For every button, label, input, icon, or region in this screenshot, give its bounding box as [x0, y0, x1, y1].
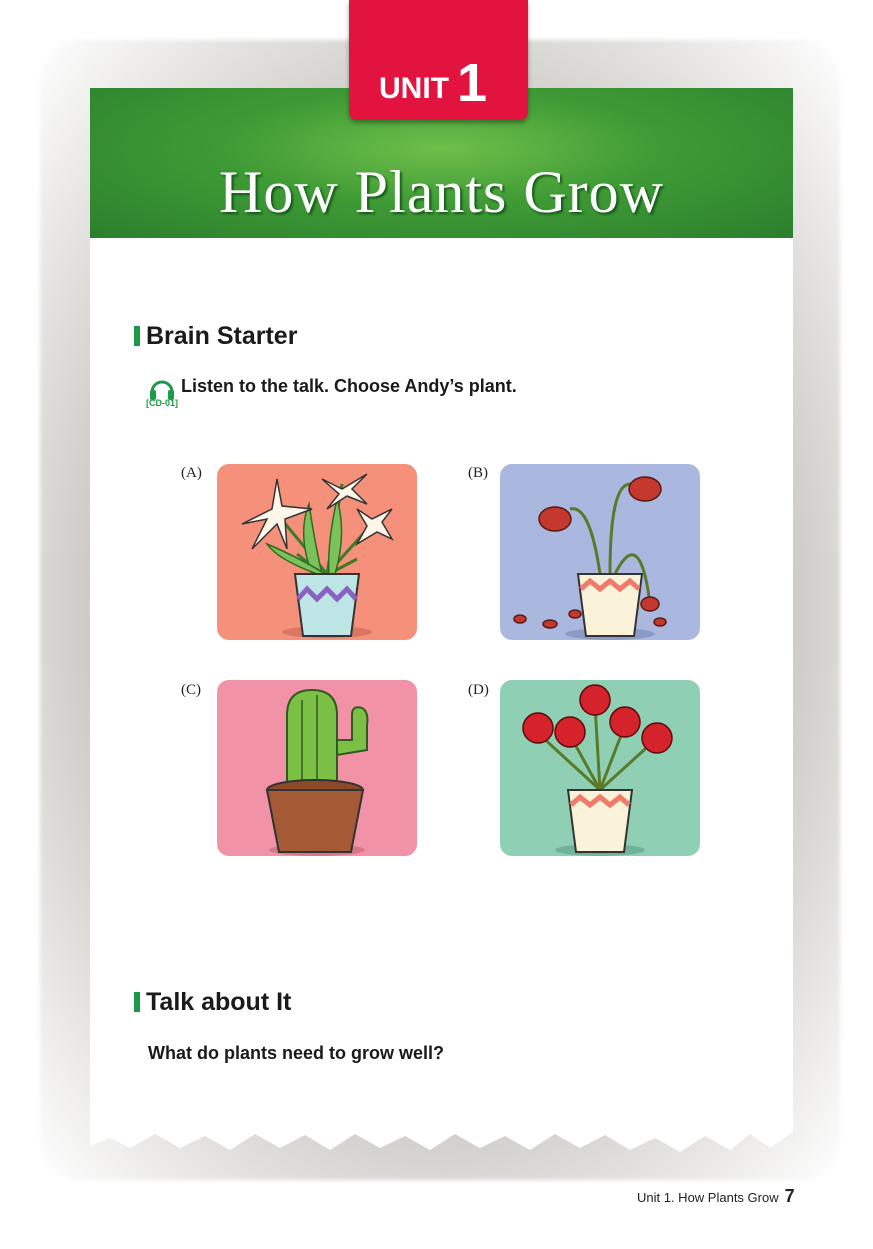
heading-bar-icon [134, 992, 140, 1012]
page-footer [637, 1186, 795, 1207]
fresh-roses-in-pot-icon [500, 680, 700, 856]
option-d-label[interactable]: (D) [468, 682, 489, 698]
audio-track-label: [CD-01] [146, 398, 179, 408]
torn-edge [90, 1120, 793, 1160]
brain-starter-heading-text: Brain Starter [146, 322, 298, 350]
brain-starter-heading [134, 322, 297, 351]
running-title: Unit 1. How Plants Grow [637, 1190, 779, 1205]
unit-word: UNIT [379, 72, 449, 105]
talk-about-it-heading-text: Talk about It [146, 988, 292, 1016]
option-d-image[interactable] [500, 680, 700, 856]
discussion-question: What do plants need to grow well? [148, 1043, 444, 1063]
option-c-image[interactable] [217, 680, 417, 856]
option-c-label[interactable]: (C) [181, 682, 201, 698]
lily-in-pot-icon [217, 464, 417, 640]
option-b-label[interactable]: (B) [468, 465, 488, 481]
cactus-in-pot-icon [217, 680, 417, 856]
heading-bar-icon [134, 326, 140, 346]
listening-instruction: Listen to the talk. Choose Andy’s plant. [181, 376, 517, 396]
page-number: 7 [784, 1186, 795, 1206]
talk-about-it-heading [134, 988, 291, 1017]
unit-tab [349, 0, 528, 120]
unit-number: 1 [457, 53, 488, 113]
page-title: How Plants Grow [219, 159, 664, 225]
option-a-label[interactable]: (A) [181, 465, 202, 481]
wilted-roses-in-pot-icon [500, 464, 700, 640]
option-a-image[interactable] [217, 464, 417, 640]
option-b-image[interactable] [500, 464, 700, 640]
